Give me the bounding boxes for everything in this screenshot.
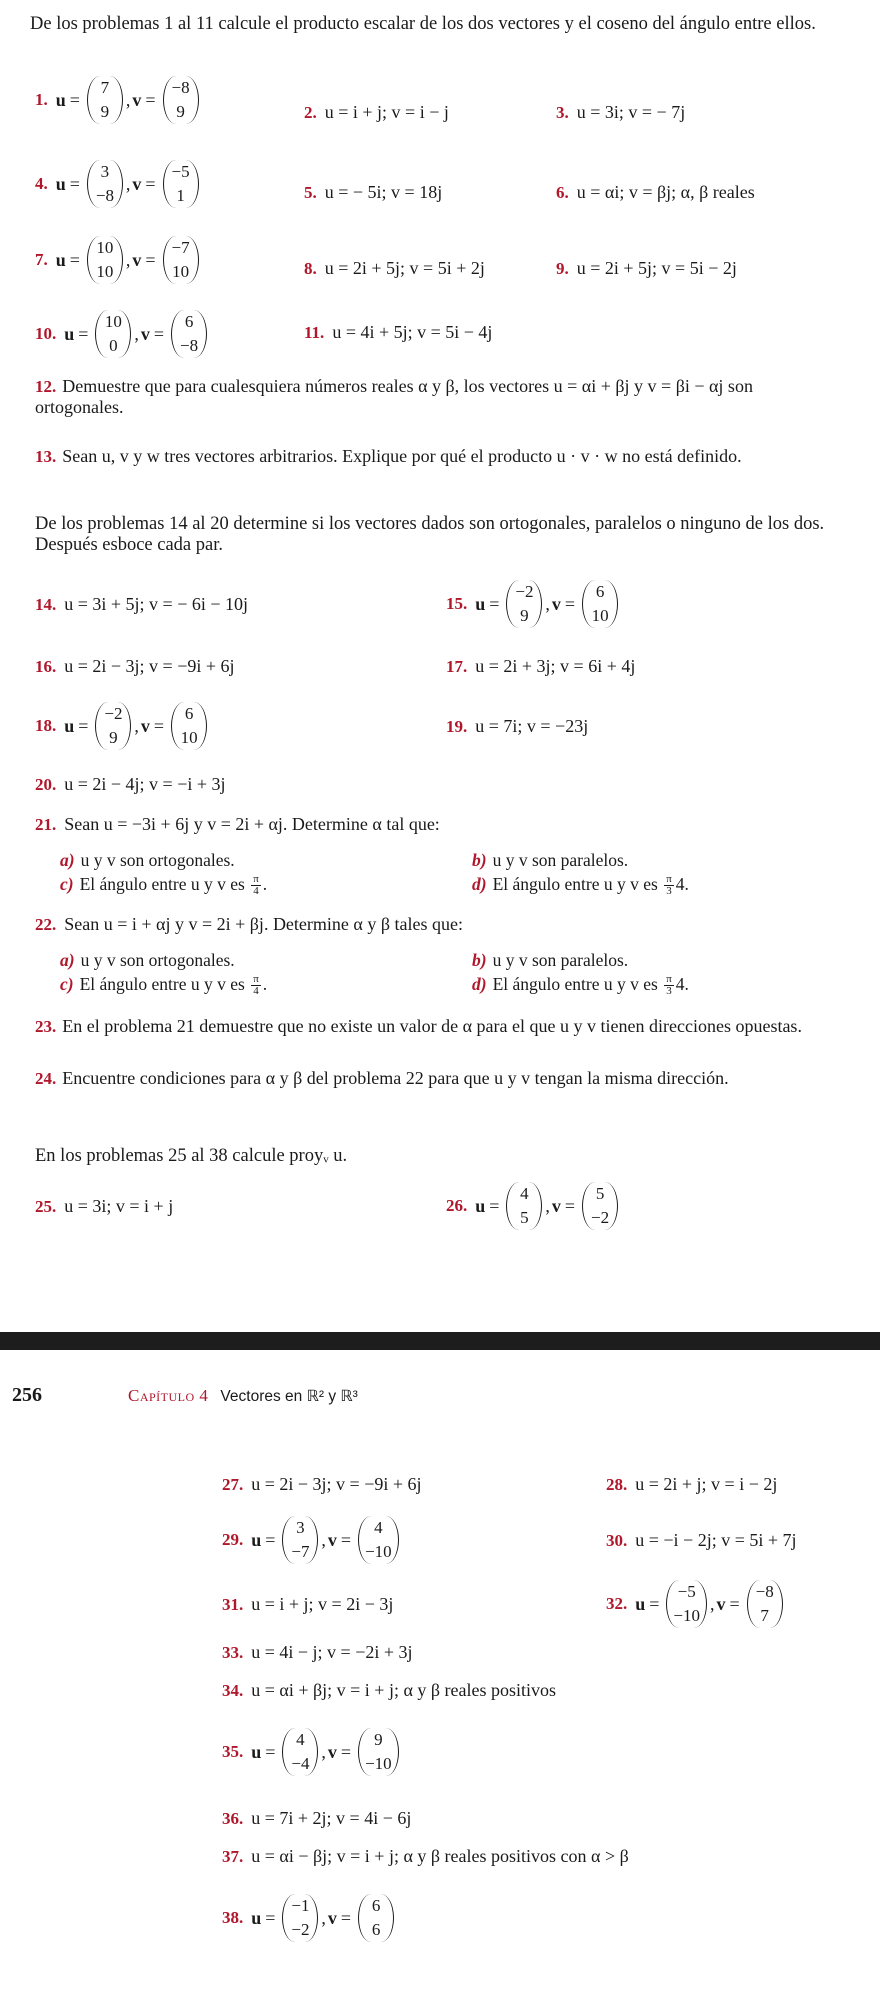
- vector-u: −2 9: [506, 580, 542, 628]
- problem-22: 22. Sean u = i + αj y v = 2i + βj. Determine α y β tales que:: [35, 914, 463, 934]
- problem-11: 11. u = 4i + 5j; v = 5i − 4j: [304, 322, 493, 342]
- problem-29: 29. u = 3 −7 , v = 4 −10: [222, 1516, 402, 1564]
- problem-22-b: b) u y v son paralelos.: [472, 950, 629, 970]
- problem-33: 33. u = 4i − j; v = −2i + 3j: [222, 1642, 413, 1662]
- vector-u: 3 −8: [87, 160, 123, 208]
- intro-14-20: De los problemas 14 al 20 determine si los vectores dados son ortogonales, paralelos o ninguno de los dos. Después esboce cada par.: [35, 514, 825, 555]
- problem-37: 37. u = αi − βj; v = i + j; α y β reales positivos con α > β: [222, 1846, 629, 1866]
- vector-v: −5 1: [163, 160, 199, 208]
- problem-26: 26. u = 4 5 , v = 5 −2: [446, 1182, 621, 1230]
- problem-19: 19. u = 7i; v = −23j: [446, 716, 589, 736]
- vector-u: 3 −7: [282, 1516, 318, 1564]
- vector-v: −7 10: [163, 236, 199, 284]
- problem-31: 31. u = i + j; v = 2i − 3j: [222, 1594, 394, 1614]
- chapter-title: Vectores en ℝ² y ℝ³: [220, 1388, 358, 1405]
- problem-38: 38. u = −1 −2 , v = 6 6: [222, 1894, 397, 1942]
- problem-21-b: b) u y v son paralelos.: [472, 850, 629, 870]
- problem-18: 18. u = −2 9 , v = 6 10: [35, 702, 210, 750]
- problem-15: 15. u = −2 9 , v = 6 10: [446, 580, 621, 628]
- problem-28: 28. u = 2i + j; v = i − 2j: [606, 1474, 778, 1494]
- vector-v: −8 9: [163, 76, 199, 124]
- problem-4: 4. u = 3 −8 , v = −5 1: [35, 160, 202, 208]
- problem-9: 9. u = 2i + 5j; v = 5i − 2j: [556, 258, 737, 278]
- page-divider: [0, 1332, 880, 1350]
- vector-v: 6 6: [358, 1894, 394, 1942]
- problem-13: 13. Sean u, v y w tres vectores arbitrarios. Explique por qué el producto u · v · w no está definido.: [35, 446, 742, 466]
- vector-v: 6 10: [171, 702, 207, 750]
- problem-35: 35. u = 4 −4 , v = 9 −10: [222, 1728, 402, 1776]
- problem-32: 32. u = −5 −10 , v = −8 7: [606, 1580, 786, 1628]
- vector-v: −8 7: [747, 1580, 783, 1628]
- problem-14: 14. u = 3i + 5j; v = − 6i − 10j: [35, 594, 249, 614]
- vector-u: 10 10: [87, 236, 123, 284]
- page-number: 256: [12, 1384, 42, 1406]
- intro-1-11: De los problemas 1 al 11 calcule el producto escalar de los dos vectores y el coseno del ángulo entre ellos.: [30, 14, 816, 34]
- vector-u: 7 9: [87, 76, 123, 124]
- vector-v: 4 −10: [358, 1516, 399, 1564]
- problem-8: 8. u = 2i + 5j; v = 5i + 2j: [304, 258, 485, 278]
- problem-7: 7. u = 10 10 , v = −7 10: [35, 236, 202, 284]
- intro-25-38: En los problemas 25 al 38 calcule proyᵥ u.: [35, 1146, 348, 1166]
- problem-6: 6. u = αi; v = βj; α, β reales: [556, 182, 755, 202]
- problem-12: 12. Demuestre que para cualesquiera números reales α y β, los vectores u = αi + βj y v = βi − αj son ortogonales.: [35, 376, 753, 417]
- vector-u: −2 9: [95, 702, 131, 750]
- problem-2: 2. u = i + j; v = i − j: [304, 102, 449, 122]
- vector-u: 4 5: [506, 1182, 542, 1230]
- problem-21: 21. Sean u = −3i + 6j y v = 2i + αj. Determine α tal que:: [35, 814, 440, 834]
- problem-22-c: c) El ángulo entre u y v es $\frac{\pi}{4}$ .: [60, 973, 268, 998]
- problem-1: 1. u = 7 9 , v = −8 9: [35, 76, 202, 124]
- problem-5: 5. u = − 5i; v = 18j: [304, 182, 443, 202]
- vector-v: 9 −10: [358, 1728, 399, 1776]
- vector-u: 4 −4: [282, 1728, 318, 1776]
- vector-u: −1 −2: [282, 1894, 318, 1942]
- chapter-label: Capítulo 4: [128, 1386, 209, 1405]
- vector-u: 10 0: [95, 310, 131, 358]
- problem-22-d: d) El ángulo entre u y v es $\frac{\pi}{3}$ 4.: [472, 973, 689, 998]
- problem-34: 34. u = αi + βj; v = i + j; α y β reales positivos: [222, 1680, 557, 1700]
- vector-v: 6 −8: [171, 310, 207, 358]
- problem-25: 25. u = 3i; v = i + j: [35, 1196, 174, 1216]
- problem-36: 36. u = 7i + 2j; v = 4i − 6j: [222, 1808, 412, 1828]
- problem-number: 1.: [35, 90, 48, 109]
- problem-21-c: c) El ángulo entre u y v es $\frac{\pi}{4}$ .: [60, 873, 268, 898]
- problem-30: 30. u = −i − 2j; v = 5i + 7j: [606, 1530, 797, 1550]
- problem-10: 10. u = 10 0 , v = 6 −8: [35, 310, 210, 358]
- problem-16: 16. u = 2i − 3j; v = −9i + 6j: [35, 656, 235, 676]
- vector-v: 5 −2: [582, 1182, 618, 1230]
- problem-24: 24. Encuentre condiciones para α y β del problema 22 para que u y v tengan la misma dirección.: [35, 1068, 729, 1088]
- problem-17: 17. u = 2i + 3j; v = 6i + 4j: [446, 656, 636, 676]
- page-lower: [0, 1350, 880, 2007]
- problem-23: 23. En el problema 21 demuestre que no existe un valor de α para el que u y v tienen direcciones opuestas.: [35, 1016, 802, 1036]
- problem-22-a: a) u y v son ortogonales.: [60, 950, 235, 970]
- vector-v: 6 10: [582, 580, 618, 628]
- chapter-header: [128, 1386, 358, 1406]
- vector-u: −5 −10: [666, 1580, 707, 1628]
- problem-20: 20. u = 2i − 4j; v = −i + 3j: [35, 774, 226, 794]
- problem-27: 27. u = 2i − 3j; v = −9i + 6j: [222, 1474, 422, 1494]
- problem-21-a: a) u y v son ortogonales.: [60, 850, 235, 870]
- problem-21-d: d) El ángulo entre u y v es $\frac{\pi}{3}$ 4.: [472, 873, 689, 898]
- problem-3: 3. u = 3i; v = − 7j: [556, 102, 686, 122]
